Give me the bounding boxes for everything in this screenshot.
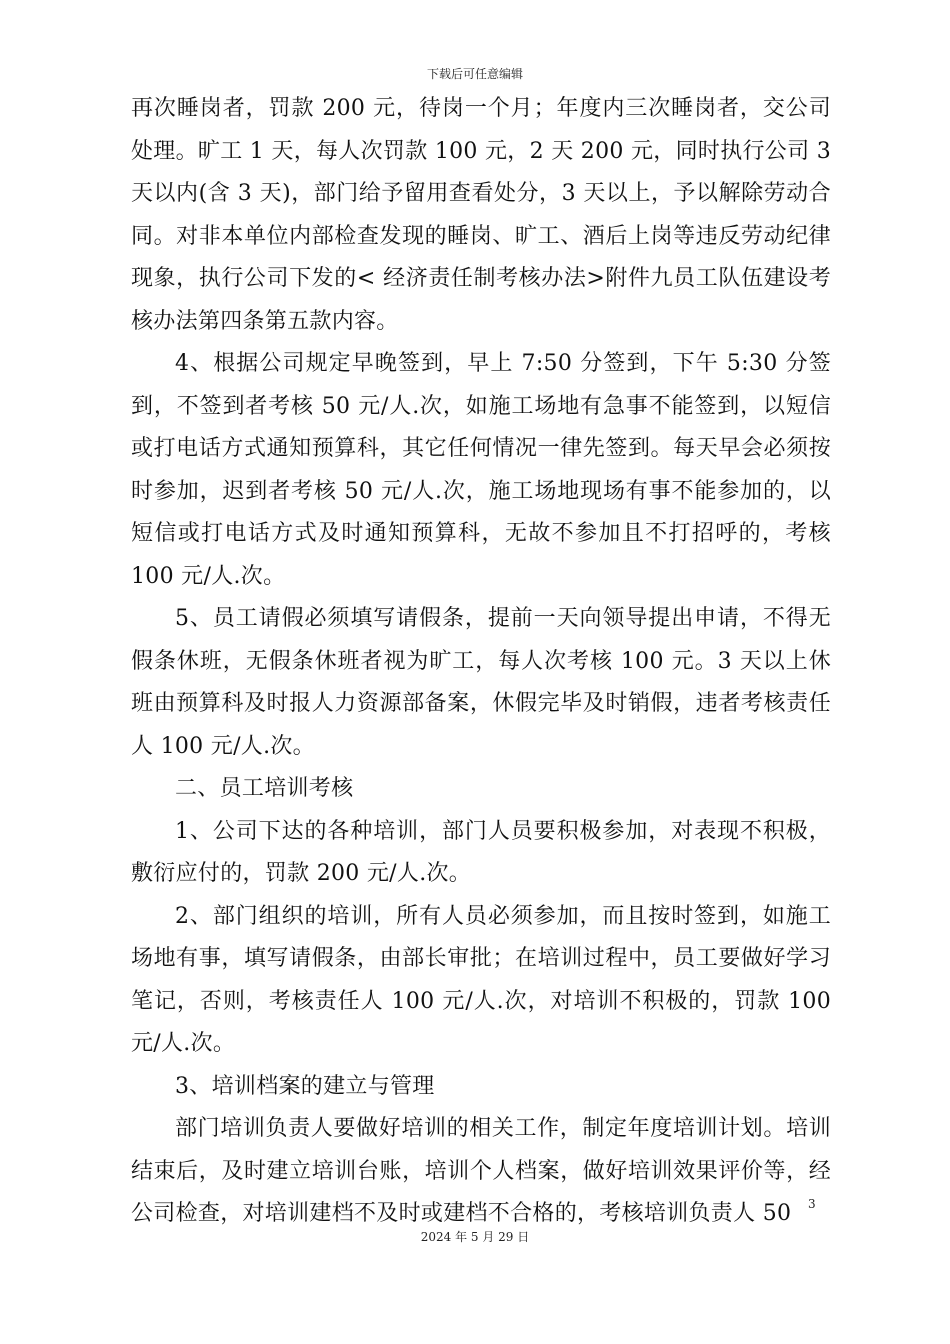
paragraph-continuation: 再次睡岗者，罚款 200 元，待岗一个月；年度内三次睡岗者，交公司处理。旷工 1 天，每人次罚款 100 元，2 天 200 元，同时执行公司 3 天以内(含 3 天)，部门给予留用查看处分，3 天以上，予以解除劳动合同。对非本单位内部检查发现的睡岗、旷工、酒后上岗等违反劳动纪律现象，执行公司下发的< 经济责任制考核办法>附件九员工队伍建设考核办法第四条第五款内容。 bbox=[131, 96, 831, 334]
paragraph-training-archive: 部门培训负责人要做好培训的相关工作，制定年度培训计划。培训结束后，及时建立培训台账，培训个人档案，做好培训效果评价等，经公司检查，对培训建档不及时或建档不合格的，考核培训负责人 50 bbox=[131, 1116, 831, 1226]
subheading-training-archive: 3、培训档案的建立与管理 bbox=[175, 1073, 435, 1099]
paragraph-item-4: 4、根据公司规定早晚签到，早上 7:50 分签到，下午 5:30 分签到，不签到者考核 50 元/人.次，如施工场地有急事不能签到，以短信或打电话方式通知预算科，其它任何情况一律先签到。每天早会必须按时参加，迟到者考核 50 元/人.次，施工场地现场有事不能参加的，以短信或打电话方式及时通知预算科，无故不参加且不打招呼的，考核 100 元/人.次。 bbox=[131, 351, 831, 589]
page-number: 3 bbox=[808, 1197, 816, 1211]
page-footer-date: 2024 年 5 月 29 日 bbox=[420, 1230, 530, 1244]
section-heading-training: 二、员工培训考核 bbox=[175, 776, 354, 801]
paragraph-training-item-1: 1、公司下达的各种培训，部门人员要积极参加，对表现不积极，敷衍应付的，罚款 200 元/人.次。 bbox=[131, 818, 831, 886]
paragraph-training-item-2: 2、部门组织的培训，所有人员必须参加，而且按时签到，如施工场地有事，填写请假条，由部长审批；在培训过程中，员工要做好学习笔记，否则，考核责任人 100 元/人.次，对培训不积极的，罚款 100 元/人.次。 bbox=[131, 903, 831, 1056]
paragraph-item-5: 5、员工请假必须填写请假条，提前一天向领导提出申请，不得无假条休班，无假条休班者视为旷工，每人次考核 100 元。3 天以上休班由预算科及时报人力资源部备案，休假完毕及时销假，违者考核责任人 100 元/人.次。 bbox=[131, 606, 831, 759]
page-header: 下载后可任意编辑 bbox=[426, 67, 523, 81]
document-body bbox=[131, 88, 831, 1236]
